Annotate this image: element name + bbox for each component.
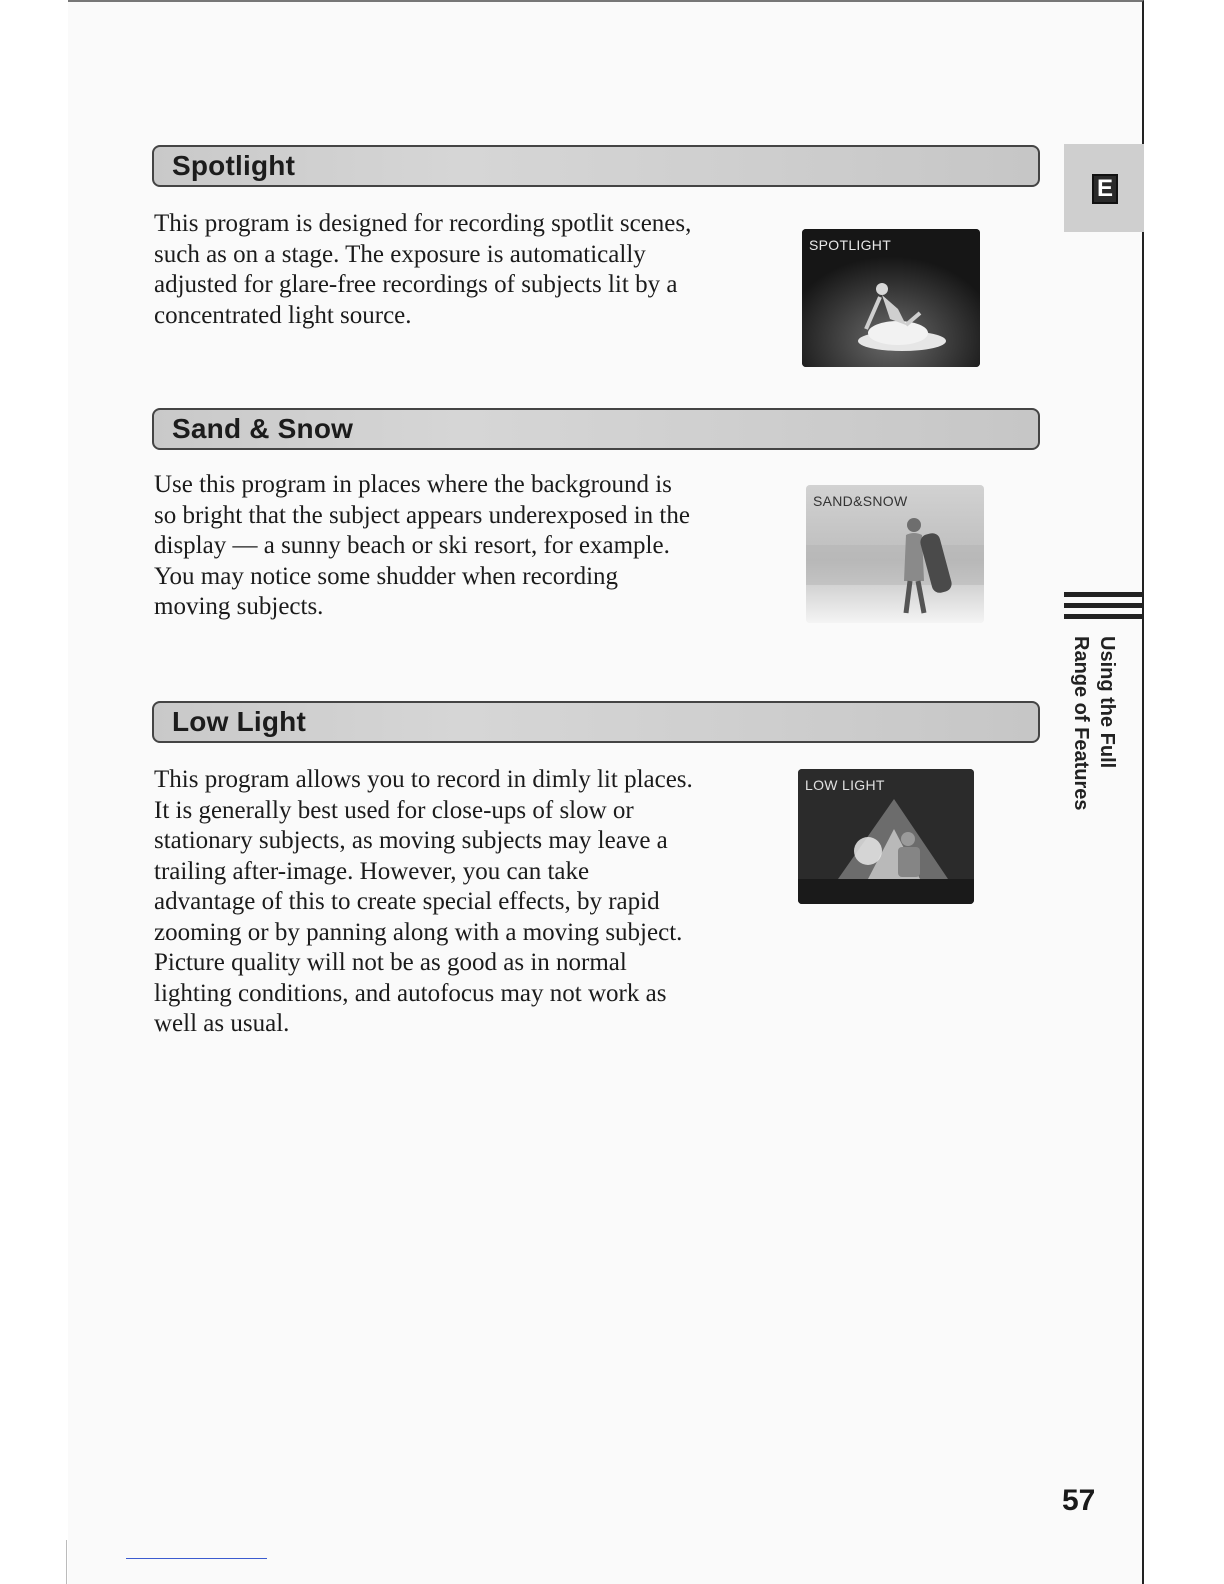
low-light-example-image: [798, 769, 974, 904]
page-number: 57: [1062, 1484, 1096, 1517]
spotlight-heading: Spotlight: [172, 150, 296, 181]
spotlight-example-image: [802, 229, 980, 367]
sand-snow-description: Use this program in places where the background is so bright that the subject appears underexposed in the display — a sunny beach or ski resort, for example. You may notice some shudder when recording moving subjects.: [154, 471, 690, 620]
low-light-image-label: LOW LIGHT: [805, 777, 885, 793]
left-margin-rule: [66, 1540, 67, 1584]
chapter-label: [1064, 636, 1120, 816]
sand-snow-example-image: [806, 485, 984, 623]
bottom-margin-rule: [126, 1558, 267, 1559]
chapter-label-line-2: Range of Features: [1070, 636, 1092, 811]
low-light-description: This program allows you to record in dimly lit places. It is generally best used for close-ups of slow or stationary subjects, as moving subjects may leave a trailing after-image. However, you can take advantage of this to create special effects, by rapid zooming or by panning along with a moving subject. Picture quality will not be as good as in normal lighting conditions, and autofocus may not work as well as usual.: [154, 766, 693, 1037]
language-letter-badge: E: [1092, 174, 1118, 204]
spotlight-image-label: SPOTLIGHT: [809, 237, 892, 253]
spotlight-description: This program is designed for recording spotlit scenes, such as on a stage. The exposure is automatically adjusted for glare-free recordings of subjects lit by a concentrated light source.: [154, 210, 692, 329]
sand-snow-heading-bar: [152, 408, 1040, 450]
sand-snow-heading: Sand & Snow: [172, 413, 354, 444]
spotlight-heading-bar: [152, 145, 1040, 187]
language-tab: [1064, 144, 1144, 232]
low-light-heading-bar: [152, 701, 1040, 743]
chapter-marker-bars: [1064, 592, 1144, 625]
chapter-label-line-1: Using the Full: [1096, 636, 1118, 769]
low-light-heading: Low Light: [172, 706, 306, 737]
sand-snow-image-label: SAND&SNOW: [813, 493, 908, 509]
